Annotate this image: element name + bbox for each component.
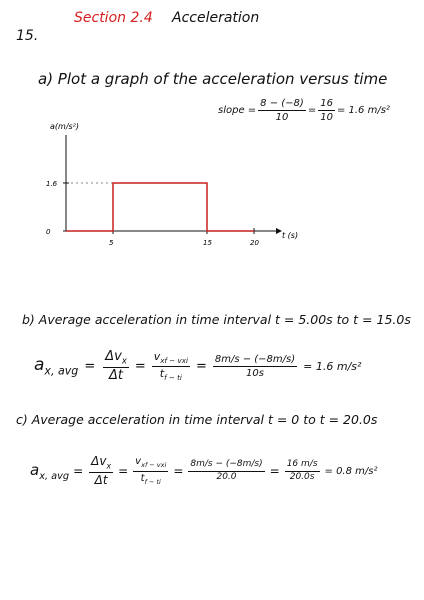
part-c-prompt: c) Average acceleration in time interval t = 0 to t = 20.0s xyxy=(16,412,378,427)
delta-v: Δv xyxy=(105,349,122,364)
slope-denominator-1: 10 xyxy=(275,112,289,123)
t-sub: f − t xyxy=(164,373,180,383)
v-symbol: v xyxy=(135,456,142,468)
part-a-prompt: a) Plot a graph of the acceleration versus time xyxy=(38,70,388,88)
v-sub: xf − v xyxy=(160,356,182,366)
result-b: = 1.6 m/s² xyxy=(303,360,362,374)
values-numerator: 8m/s − (−8m/s) xyxy=(214,354,296,366)
fraction-delta xyxy=(89,455,113,487)
lhs-subscript: x, avg xyxy=(39,470,70,482)
simplified-numerator: 16 m/s xyxy=(285,460,320,472)
slope-numerator-2: 16 xyxy=(320,98,333,109)
y-tick-label: 0 xyxy=(46,228,51,236)
delta-v: Δv xyxy=(91,454,107,468)
t-sub: f − t xyxy=(144,477,159,486)
part-c-equation xyxy=(30,455,377,487)
delta-v-sub: x xyxy=(106,461,112,471)
lhs-symbol: a xyxy=(30,460,40,479)
slope-numerator-1: 8 − (−8) xyxy=(260,98,304,109)
equals-sign: = xyxy=(84,359,96,375)
equals-sign: = xyxy=(118,464,129,479)
problem-number: 15. xyxy=(16,28,39,44)
part-b-equation xyxy=(34,350,361,383)
lhs-subscript: x, avg xyxy=(44,364,79,378)
fraction-values xyxy=(213,354,297,379)
t-symbol: t xyxy=(140,472,145,484)
slope-denominator-2: 10 xyxy=(320,112,333,123)
t-symbol: t xyxy=(159,367,165,381)
equals-sign: = xyxy=(173,464,184,479)
x-tick-label: 15 xyxy=(203,239,212,247)
slope-fraction-2 xyxy=(318,98,335,123)
x-axis-label: t (s) xyxy=(282,231,299,240)
acceleration-time-graph xyxy=(30,115,310,255)
y-axis-label: a(m/s²) xyxy=(50,122,80,131)
acceleration-series-line xyxy=(66,183,254,231)
section-topic: Acceleration xyxy=(172,10,260,26)
equals-sign: = xyxy=(134,359,146,375)
y-tick-label: 1.6 xyxy=(46,180,58,188)
equals-sign: = xyxy=(73,464,84,479)
fraction-velocity xyxy=(152,351,190,382)
fraction-simplified xyxy=(285,460,320,483)
lhs-symbol: a xyxy=(34,355,45,376)
delta-v-sub: x xyxy=(121,355,127,366)
fraction-delta xyxy=(103,350,129,383)
axis-ticks xyxy=(46,180,259,247)
equals-sign: = xyxy=(307,105,317,116)
slope-label: slope = xyxy=(218,105,257,116)
fraction-velocity xyxy=(133,456,168,485)
section-label: Section 2.4 xyxy=(74,10,153,26)
delta-t: Δt xyxy=(94,472,108,487)
v-sub-2: xi xyxy=(181,356,188,366)
x-tick-label: 5 xyxy=(109,239,114,247)
values-numerator: 8m/s − (−8m/s) xyxy=(188,460,264,472)
v-sub: xf − v xyxy=(141,461,161,470)
t-sub-2: i xyxy=(179,373,182,383)
lhs-b xyxy=(34,355,78,377)
v-symbol: v xyxy=(153,350,161,364)
part-b-prompt: b) Average acceleration in time interval t = 5.00s to t = 15.0s xyxy=(22,312,411,327)
x-tick-label: 20 xyxy=(250,239,259,247)
lhs-c xyxy=(30,461,69,482)
v-sub-2: xi xyxy=(160,461,167,470)
equals-sign: = xyxy=(195,359,207,375)
delta-t: Δt xyxy=(109,367,124,383)
result-c: = 0.8 m/s² xyxy=(324,465,378,477)
fraction-values xyxy=(188,460,264,483)
simplified-denominator: 20.0s xyxy=(289,471,315,482)
values-denominator: 10s xyxy=(246,368,264,380)
values-denominator: 20.0 xyxy=(216,471,237,482)
t-sub-2: i xyxy=(159,477,161,486)
slope-result: = 1.6 m/s² xyxy=(336,105,390,116)
equals-sign: = xyxy=(269,464,280,479)
